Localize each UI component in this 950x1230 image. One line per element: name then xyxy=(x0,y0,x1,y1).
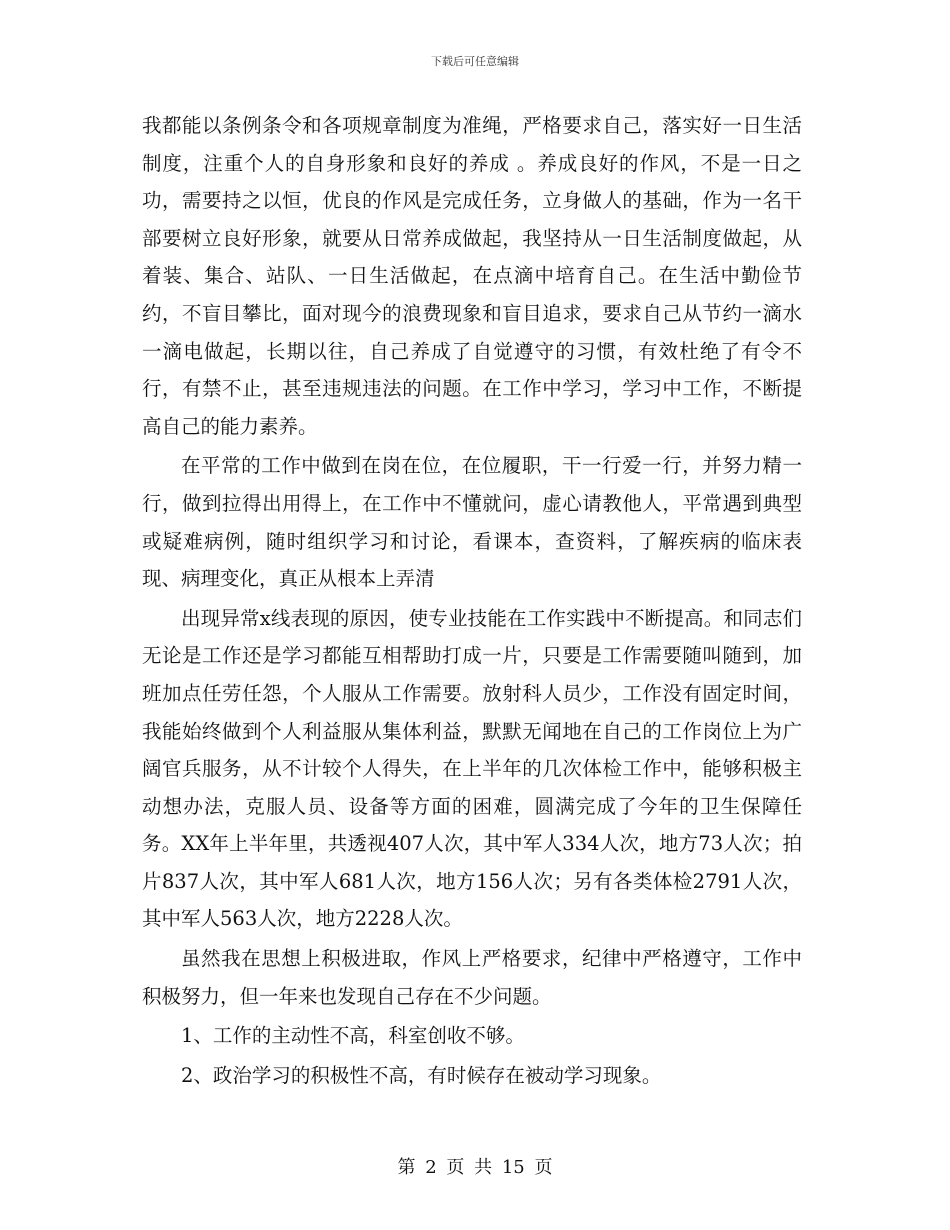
document-body xyxy=(142,107,802,1094)
list-item-problem-2: 2、政治学习的积极性不高，有时候存在被动学习现象。 xyxy=(181,1063,662,1087)
paragraph-discipline: 我都能以条例条令和各项规章制度为准绳，严格要求自己，落实好一日生活制度，注重个人的自身形象和良好的养成 。养成良好的作风，不是一日之功，需要持之以恒，优良的作风是完成任务，立身做人的基础，作为一名干部要树立良好形象，就要从日常养成做起，我坚持从一日生活制度做起，从着装、集合、站队、一日生活做起，在点滴中培育自己。在生活中勤俭节约，不盲目攀比，面对现今的浪费现象和盲目追求，要求自己从节约一滴水一滴电做起，长期以往，自己养成了自觉遵守的习惯，有效杜绝了有令不行，有禁不止，甚至违规违法的问题。在工作中学习，学习中工作，不断提高自己的能力素养。 xyxy=(142,114,802,438)
list-item-problem-1: 1、工作的主动性不高，科室创收不够。 xyxy=(181,1024,525,1048)
paragraph-problems-intro: 虽然我在思想上积极进取，作风上严格要求，纪律中严格遵守，工作中积极努力，但一年来也发现自己存在不少问题。 xyxy=(142,947,802,1008)
page-number-footer: 第 2 页 共 15 页 xyxy=(397,1157,553,1178)
paragraph-work-duty: 在平常的工作中做到在岗在位，在位履职，干一行爱一行，并努力精一行，做到拉得出用得上，在工作中不懂就问，虚心请教他人，平常遇到典型或疑难病例，随时组织学习和讨论，看课本，查资料，了解疾病的临床表现、病理变化，真正从根本上弄清 xyxy=(142,454,802,591)
paragraph-xray-statistics: 出现异常x线表现的原因，使专业技能在工作实践中不断提高。和同志们无论是工作还是学习都能互相帮助打成一片，只要是工作需要随叫随到，加班加点任劳任怨，个人服从工作需要。放射科人员少，工作没有固定时间，我能始终做到个人利益服从集体利益，默默无闻地在自己的工作岗位上为广阔官兵服务，从不计较个人得失，在上半年的几次体检工作中，能够积极主动想办法，克服人员、设备等方面的困难，圆满完成了今年的卫生保障任务。XX年上半年里，共透视407人次，其中军人334人次，地方73人次；拍片837人次，其中军人681人次，地方156人次；另有各类体检2791人次，其中军人563人次，地方2228人次。 xyxy=(142,606,802,931)
page-header: 下载后可任意编辑 xyxy=(431,55,519,68)
